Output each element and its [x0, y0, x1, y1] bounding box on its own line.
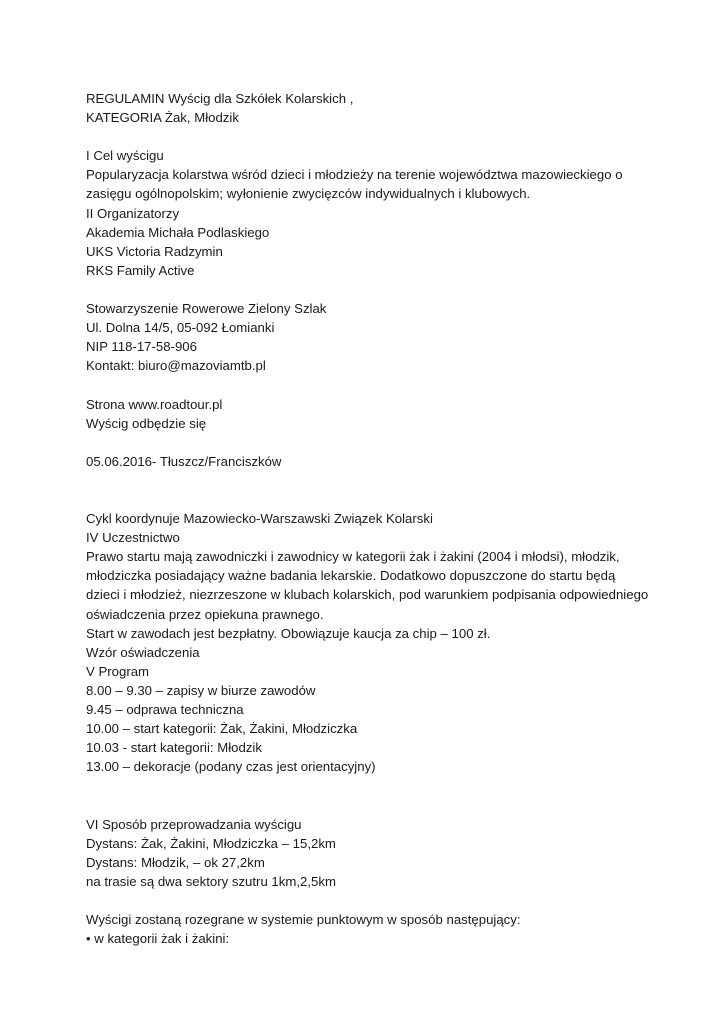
race-date — [86, 452, 646, 471]
website-info — [86, 395, 646, 433]
document-category: KATEGORIA Żak, Młodzik — [86, 110, 239, 126]
section-heading: VI Sposób przeprowadzania wyścigu — [86, 816, 302, 832]
scoring-bullet: • w kategorii żak i żakini: — [86, 931, 230, 947]
declaration-template: Wzór oświadczenia — [86, 644, 200, 660]
paragraph-line: Popularyzacja kolarstwa wśród dzieci i młodzieży na terenie województwa mazowieckiego o — [86, 167, 623, 183]
section-heading: I Cel wyścigu — [86, 148, 164, 164]
paragraph-line: młodziczka posiadający ważne badania lekarskie. Dodatkowo dopuszczone do startu będą — [86, 568, 616, 584]
organizer-name: UKS Victoria Radzymin — [86, 243, 223, 259]
race-date-line: 05.06.2016- Tłuszcz/Franciszków — [86, 453, 282, 469]
association-contact: Kontakt: biuro@mazoviamtb.pl — [86, 358, 266, 374]
race-location-intro: Wyścig odbędzie się — [86, 415, 207, 431]
program-item: 10.03 - start kategorii: Młodzik — [86, 740, 262, 756]
document-header — [86, 89, 646, 127]
paragraph-line: dzieci i młodzież, niezrzeszone w klubach kolarskich, pod warunkiem podpisania odpowiedniego — [86, 587, 649, 603]
section-heading: V Program — [86, 663, 150, 679]
section-race-format — [86, 815, 646, 891]
program-item: 10.00 – start kategorii: Żak, Żakini, Młodziczka — [86, 721, 358, 737]
paragraph-line: Start w zawodach jest bezpłatny. Obowiązuje kaucja za chip – 100 zł. — [86, 625, 491, 641]
section-heading: IV Uczestnictwo — [86, 530, 180, 546]
paragraph-line: oświadczenia przez opiekuna prawnego. — [86, 606, 324, 622]
document-title: REGULAMIN Wyścig dla Szkółek Kolarskich , — [86, 91, 354, 106]
association-name: Stowarzyszenie Rowerowe Zielony Szlak — [86, 301, 327, 317]
gravel-sectors-line: na trasie są dwa sektory szutru 1km,2,5km — [86, 873, 336, 889]
scoring-intro: Wyścigi zostaną rozegrane w systemie punktowym w sposób następujący: — [86, 912, 521, 928]
document-page — [86, 89, 649, 948]
paragraph-line: zasięgu ogólnopolskim; wyłonienie zwycięzców indywidualnych i klubowych. — [86, 186, 531, 202]
organizer-name: Akademia Michała Podlaskiego — [86, 224, 270, 240]
section-heading: II Organizatorzy — [86, 205, 180, 221]
distance-line: Dystans: Młodzik, – ok 27,2km — [86, 854, 265, 870]
section-goal-organizers — [86, 146, 646, 280]
organizer-name: RKS Family Active — [86, 262, 195, 278]
section-scoring — [86, 910, 646, 948]
association-address: Ul. Dolna 14/5, 05-092 Łomianki — [86, 320, 275, 336]
association-details — [86, 299, 646, 375]
association-nip: NIP 118-17-58-906 — [86, 339, 197, 355]
section-participation-program — [86, 509, 649, 776]
distance-line: Dystans: Żak, Żakini, Młodziczka – 15,2km — [86, 835, 336, 851]
program-item: 9.45 – odprawa techniczna — [86, 702, 244, 717]
program-item: 13.00 – dekoracje (podany czas jest orientacyjny) — [86, 759, 376, 775]
program-item: 8.00 – 9.30 – zapisy w biurze zawodów — [86, 682, 316, 698]
website-line: Strona www.roadtour.pl — [86, 396, 223, 412]
paragraph-line: Prawo startu mają zawodniczki i zawodnicy w kategorii żak i żakini (2004 i młodsi), młodzik, — [86, 549, 620, 565]
coordinator-line: Cykl koordynuje Mazowiecko-Warszawski Związek Kolarski — [86, 511, 433, 527]
